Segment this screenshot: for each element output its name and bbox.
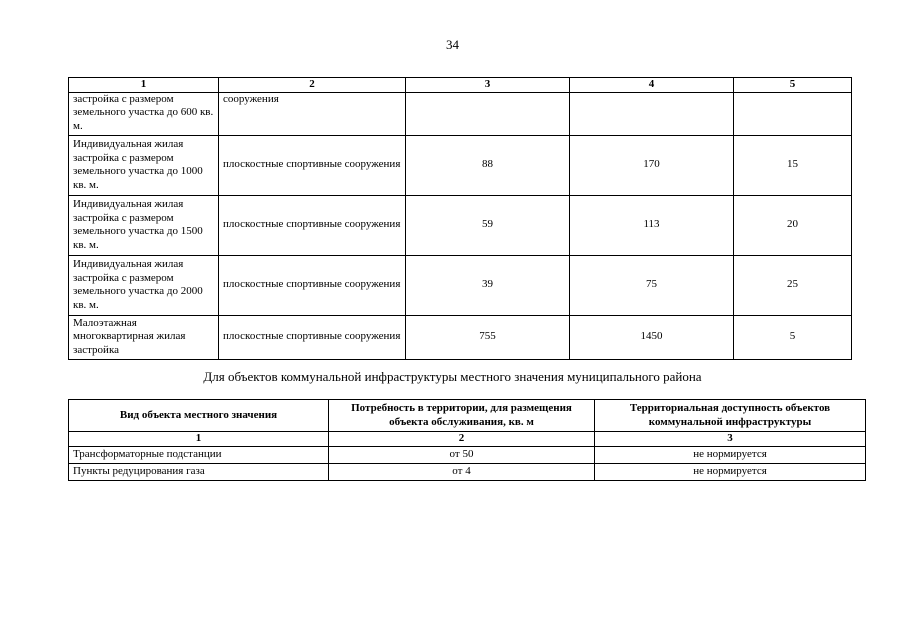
table-header-row (69, 400, 866, 432)
table-header-row (69, 78, 852, 93)
column-header: 3 (406, 78, 570, 93)
column-index: 2 (329, 432, 595, 447)
facility-cell: сооружения (219, 92, 406, 135)
value-cell: 59 (406, 195, 570, 255)
object-type-cell: Малоэтажная многоквартирная жилая застройка (69, 315, 219, 359)
column-header: Вид объекта местного значения (69, 400, 329, 432)
accessibility-cell: не нормируется (595, 446, 866, 463)
section-heading: Для объектов коммунальной инфраструктуры местного значения муниципального района (203, 369, 702, 384)
table-row (69, 255, 852, 315)
table-row (69, 92, 852, 135)
column-header: Потребность в территории, для размещения объекта обслуживания, кв. м (329, 400, 595, 432)
value-cell: 75 (570, 255, 734, 315)
value-cell: 5 (734, 315, 852, 359)
column-index-row (69, 432, 866, 447)
column-header: 2 (219, 78, 406, 93)
value-cell (734, 92, 852, 135)
page-number: 34 (446, 37, 459, 52)
column-header: 4 (570, 78, 734, 93)
table-row (69, 195, 852, 255)
object-type-cell: Индивидуальная жилая застройка с размером земельного участка до 1000 кв. м. (69, 135, 219, 195)
table-row (69, 463, 866, 480)
area-cell: от 4 (329, 463, 595, 480)
norms-table (68, 77, 852, 360)
object-type-cell: Пункты редуцирования газа (69, 463, 329, 480)
facility-cell: плоскостные спортивные сооружения (219, 255, 406, 315)
column-index: 3 (595, 432, 866, 447)
facility-cell: плоскостные спортивные сооружения (219, 315, 406, 359)
object-type-cell: Трансформаторные подстанции (69, 446, 329, 463)
object-type-cell: застройка с размером земельного участка до 600 кв. м. (69, 92, 219, 135)
column-header: 5 (734, 78, 852, 93)
column-header: 1 (69, 78, 219, 93)
facility-cell: плоскостные спортивные сооружения (219, 135, 406, 195)
object-type-cell: Индивидуальная жилая застройка с размером земельного участка до 1500 кв. м. (69, 195, 219, 255)
object-type-cell: Индивидуальная жилая застройка с размером земельного участка до 2000 кв. м. (69, 255, 219, 315)
value-cell: 113 (570, 195, 734, 255)
table-row (69, 315, 852, 359)
table-row (69, 446, 866, 463)
value-cell: 1450 (570, 315, 734, 359)
value-cell: 170 (570, 135, 734, 195)
value-cell: 25 (734, 255, 852, 315)
area-cell: от 50 (329, 446, 595, 463)
value-cell (406, 92, 570, 135)
value-cell: 755 (406, 315, 570, 359)
value-cell (570, 92, 734, 135)
value-cell: 15 (734, 135, 852, 195)
value-cell: 20 (734, 195, 852, 255)
value-cell: 88 (406, 135, 570, 195)
column-header: Территориальная доступность объектов коммунальной инфраструктуры (595, 400, 866, 432)
facility-cell: плоскостные спортивные сооружения (219, 195, 406, 255)
table-row (69, 135, 852, 195)
accessibility-cell: не нормируется (595, 463, 866, 480)
column-index: 1 (69, 432, 329, 447)
utilities-table (68, 399, 866, 481)
value-cell: 39 (406, 255, 570, 315)
